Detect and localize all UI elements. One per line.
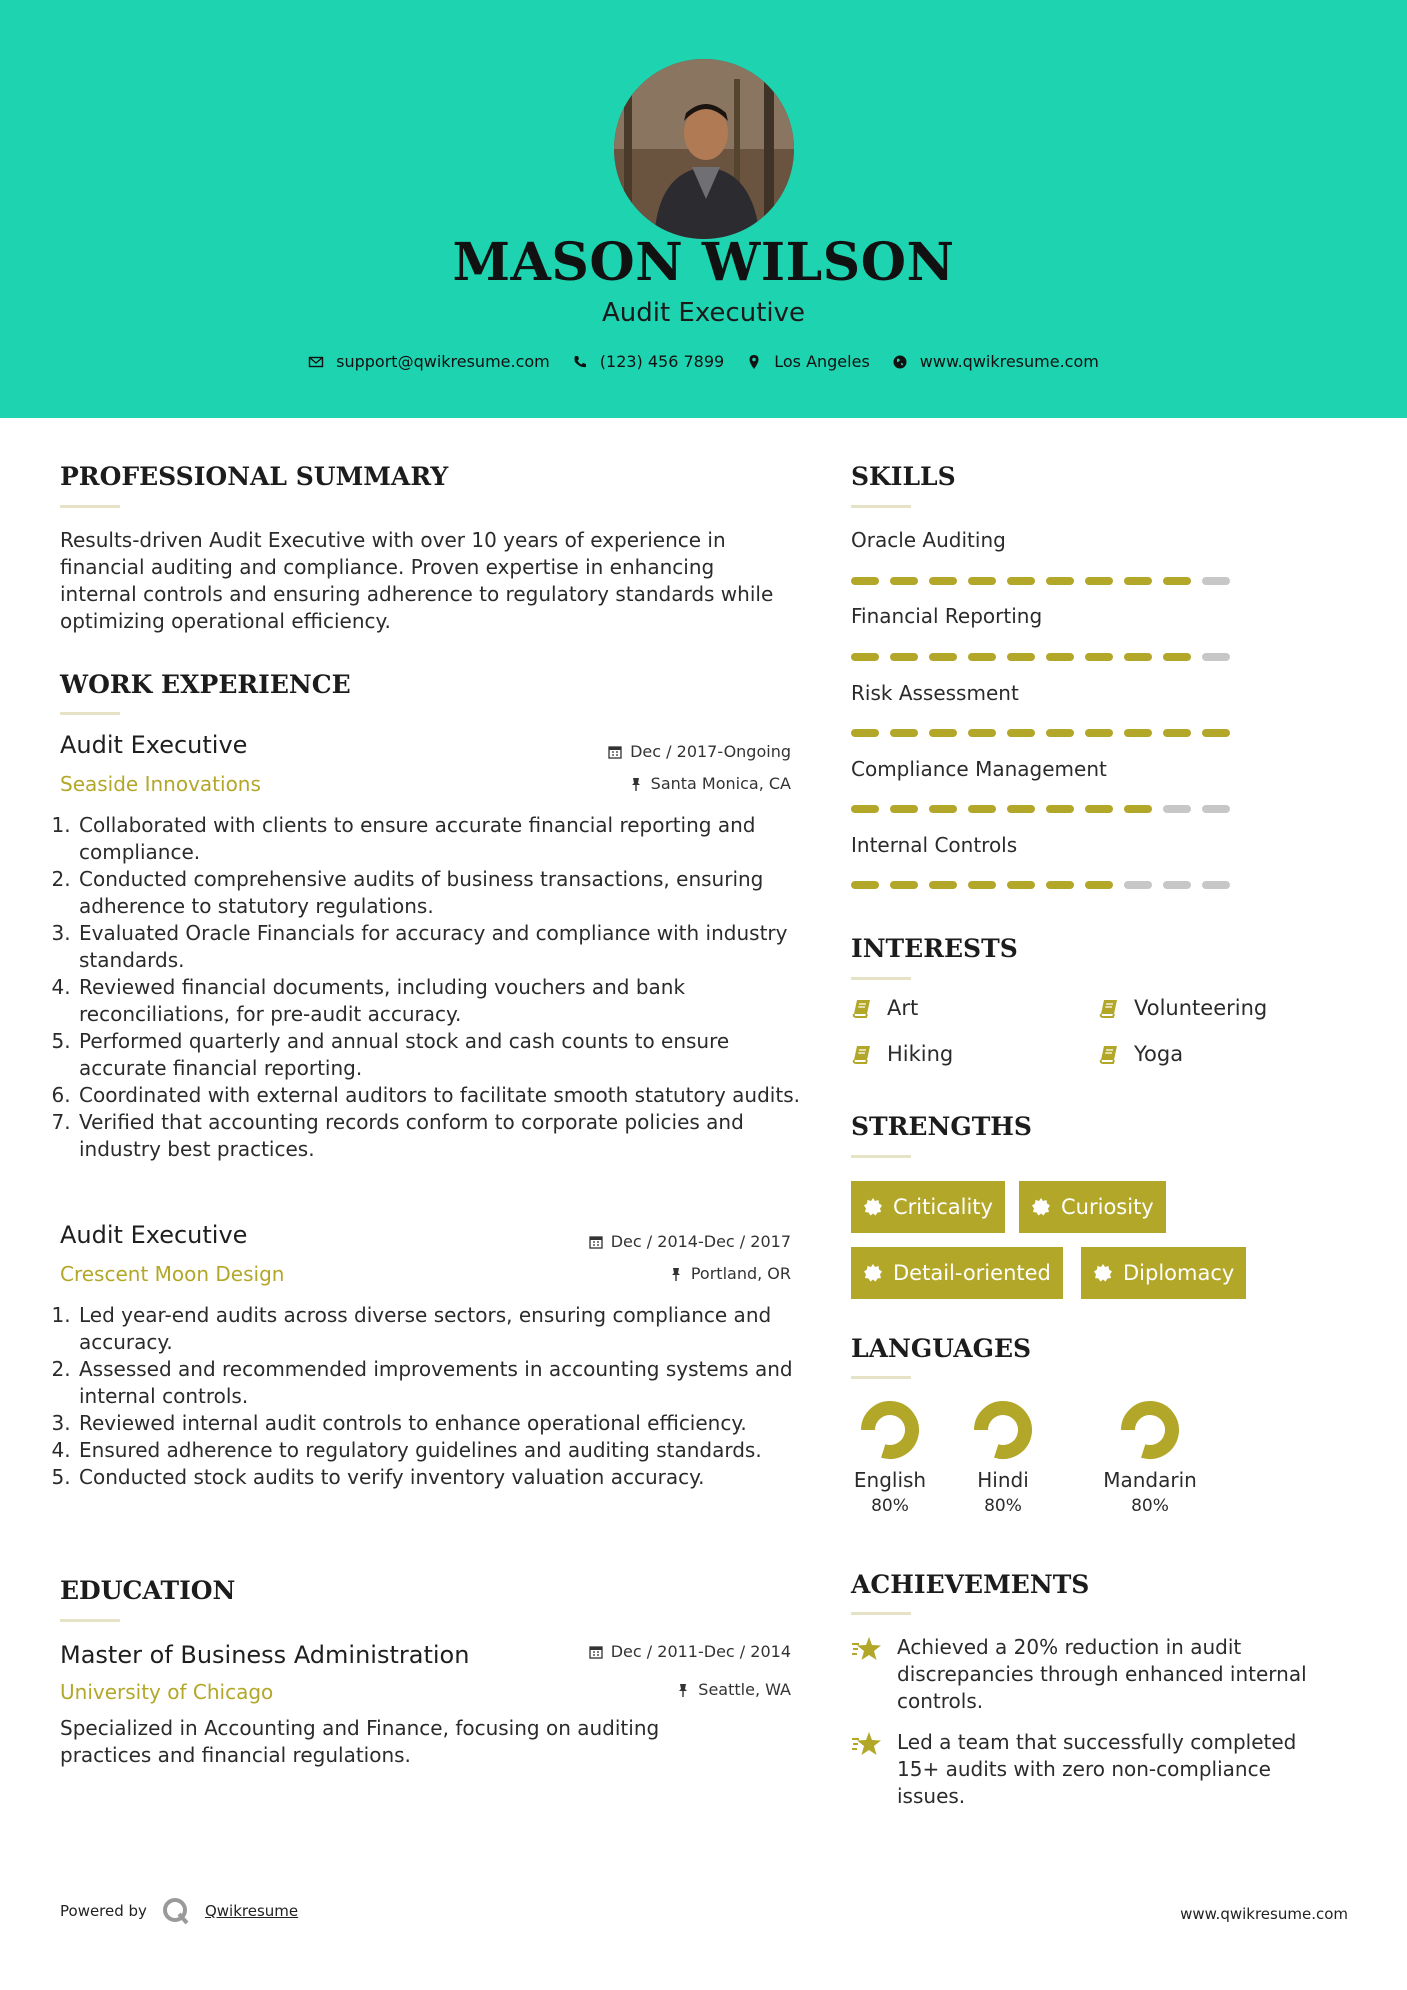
- achievements-heading: ACHIEVEMENTS: [851, 1570, 1090, 1599]
- education-location: [676, 1680, 791, 1699]
- contact-bar: [0, 352, 1407, 371]
- skill-dash-filled: [968, 805, 996, 813]
- contact-website-text: www.qwikresume.com: [919, 352, 1099, 371]
- book-icon: [851, 997, 873, 1019]
- list-item: 4. Reviewed financial documents, including vouchers and bank reconciliations, for pre-audit accuracy.: [77, 974, 812, 1028]
- job-location-text: Portland, OR: [690, 1264, 791, 1283]
- skill-dash-filled: [851, 729, 879, 737]
- skill-dash-filled: [1124, 805, 1152, 813]
- skill-dash-filled: [1007, 577, 1035, 585]
- skill-dash-empty: [1202, 881, 1230, 889]
- summary-heading: PROFESSIONAL SUMMARY: [60, 462, 449, 491]
- book-icon: [851, 1043, 873, 1065]
- job-company: Crescent Moon Design: [60, 1262, 285, 1286]
- star-icon: [851, 1729, 883, 1759]
- interests-heading: INTERESTS: [851, 934, 1018, 963]
- phone-icon: [572, 354, 588, 370]
- skill-dash-filled: [1085, 881, 1113, 889]
- job-location: [669, 1264, 791, 1283]
- skill-dash-filled: [1202, 729, 1230, 737]
- language-name: Hindi: [977, 1468, 1029, 1492]
- skill-dash-filled: [929, 653, 957, 661]
- education-location-text: Seattle, WA: [698, 1680, 791, 1699]
- skill-label: Internal Controls: [851, 833, 1018, 857]
- book-icon: [1098, 997, 1120, 1019]
- skill-dash-filled: [890, 805, 918, 813]
- contact-email-text: support@qwikresume.com: [336, 352, 550, 371]
- section-divider: [851, 505, 911, 508]
- list-item: 1. Collaborated with clients to ensure accurate financial reporting and compliance.: [77, 812, 812, 866]
- contact-website[interactable]: [892, 352, 1099, 371]
- section-divider: [851, 1612, 911, 1615]
- skill-dash-filled: [851, 881, 879, 889]
- job-date-text: Dec / 2014-Dec / 2017: [610, 1232, 791, 1251]
- job-date: [589, 1232, 791, 1251]
- list-item: 2. Conducted comprehensive audits of business transactions, ensuring adherence to statutory regulations.: [77, 866, 812, 920]
- footer-branding: [60, 1896, 298, 1926]
- job-title: Audit Executive: [60, 731, 248, 759]
- skill-dash-filled: [929, 805, 957, 813]
- strength-label: Curiosity: [1061, 1195, 1154, 1219]
- skill-dash-empty: [1124, 881, 1152, 889]
- skill-dash-filled: [1163, 729, 1191, 737]
- job-bullets: [57, 1302, 812, 1491]
- achievement-item: [851, 1634, 1341, 1715]
- calendar-icon: [589, 1235, 603, 1249]
- list-item: 5. Conducted stock audits to verify inventory valuation accuracy.: [77, 1464, 812, 1491]
- contact-location-text: Los Angeles: [774, 352, 870, 371]
- skill-dash-empty: [1202, 805, 1230, 813]
- job-bullets: [57, 812, 812, 1163]
- education-description: Specialized in Accounting and Finance, focusing on auditing practices and financial regulations.: [60, 1716, 660, 1767]
- language-percent: 80%: [871, 1496, 909, 1516]
- skill-dash-filled: [929, 729, 957, 737]
- skill-dash-filled: [1007, 881, 1035, 889]
- interest-item: [1098, 1042, 1183, 1066]
- section-divider: [60, 1619, 120, 1622]
- school-name: University of Chicago: [60, 1680, 274, 1704]
- education-date-text: Dec / 2011-Dec / 2014: [610, 1642, 791, 1661]
- contact-location: [746, 352, 870, 371]
- skill-dash-empty: [1163, 805, 1191, 813]
- strength-tag: [1081, 1247, 1246, 1299]
- section-divider: [60, 712, 120, 715]
- skill-dash-filled: [968, 729, 996, 737]
- strengths-heading: STRENGTHS: [851, 1112, 1032, 1141]
- badge-icon: [863, 1263, 883, 1283]
- map-marker-icon: [746, 354, 762, 370]
- language-gauge: [973, 1400, 1033, 1460]
- interest-item: [851, 1042, 953, 1066]
- list-item: 6. Coordinated with external auditors to facilitate smooth statutory audits.: [77, 1082, 812, 1109]
- job-location: [629, 774, 791, 793]
- badge-icon: [1031, 1197, 1051, 1217]
- language-percent: 80%: [1131, 1496, 1169, 1516]
- strength-tag: [851, 1247, 1063, 1299]
- language-name: English: [853, 1468, 927, 1492]
- language-percent: 80%: [984, 1496, 1022, 1516]
- skills-heading: SKILLS: [851, 462, 956, 491]
- contact-phone-text: (123) 456 7899: [599, 352, 725, 371]
- skill-dash-filled: [890, 881, 918, 889]
- skill-dash-filled: [968, 577, 996, 585]
- skill-dash-filled: [1046, 729, 1074, 737]
- languages-heading: LANGUAGES: [851, 1334, 1032, 1363]
- pushpin-icon: [629, 777, 643, 791]
- list-item: 1. Led year-end audits across diverse sectors, ensuring compliance and accuracy.: [77, 1302, 812, 1356]
- envelope-icon: [308, 354, 324, 370]
- header-banner: [0, 0, 1407, 418]
- pushpin-icon: [669, 1267, 683, 1281]
- skill-dash-filled: [851, 653, 879, 661]
- list-item: 7. Verified that accounting records conform to corporate policies and industry best practices.: [77, 1109, 812, 1163]
- job-title: Audit Executive: [60, 1221, 248, 1249]
- skill-dash-filled: [1046, 653, 1074, 661]
- list-item: 3. Evaluated Oracle Financials for accuracy and compliance with industry standards.: [77, 920, 812, 974]
- list-item: 5. Performed quarterly and annual stock and cash counts to ensure accurate financial reporting.: [77, 1028, 812, 1082]
- job-company: Seaside Innovations: [60, 772, 261, 796]
- skill-dash-filled: [890, 577, 918, 585]
- calendar-icon: [608, 745, 622, 759]
- skill-dash-filled: [1163, 653, 1191, 661]
- skill-dash-filled: [1046, 805, 1074, 813]
- skill-dash-filled: [1124, 577, 1152, 585]
- skill-meter: [851, 805, 1230, 813]
- globe-icon: [892, 354, 908, 370]
- language-item: [1095, 1400, 1205, 1516]
- strength-label: Criticality: [893, 1195, 993, 1219]
- language-name: Mandarin: [1103, 1468, 1197, 1492]
- skill-dash-filled: [1124, 653, 1152, 661]
- section-divider: [851, 977, 911, 980]
- skill-dash-filled: [1124, 729, 1152, 737]
- skill-dash-filled: [968, 653, 996, 661]
- interest-label: Art: [887, 996, 919, 1020]
- section-divider: [851, 1155, 911, 1158]
- brand-link[interactable]: Qwikresume: [204, 1902, 299, 1920]
- candidate-title: Audit Executive: [601, 298, 806, 328]
- strength-label: Detail-oriented: [893, 1261, 1051, 1285]
- contact-email[interactable]: [308, 352, 550, 371]
- qwikresume-logo-icon: [161, 1896, 191, 1926]
- pushpin-icon: [676, 1683, 690, 1697]
- skill-label: Financial Reporting: [851, 604, 1043, 628]
- profile-photo: [614, 59, 794, 239]
- skill-meter: [851, 881, 1230, 889]
- skill-dash-filled: [890, 653, 918, 661]
- strength-tag: [851, 1181, 1005, 1233]
- skill-dash-filled: [1046, 577, 1074, 585]
- skill-dash-empty: [1202, 577, 1230, 585]
- list-item: 4. Ensured adherence to regulatory guidelines and auditing standards.: [77, 1437, 812, 1464]
- language-item: [948, 1400, 1058, 1516]
- language-gauge: [860, 1400, 920, 1460]
- skill-label: Compliance Management: [851, 757, 1107, 781]
- achievement-item: [851, 1729, 1341, 1810]
- interest-item: [851, 996, 918, 1020]
- strength-tag: [1019, 1181, 1166, 1233]
- skill-dash-filled: [1085, 653, 1113, 661]
- skill-dash-filled: [929, 881, 957, 889]
- skill-dash-filled: [1007, 805, 1035, 813]
- calendar-icon: [589, 1645, 603, 1659]
- skill-label: Risk Assessment: [851, 681, 1019, 705]
- language-item: [835, 1400, 945, 1516]
- powered-by-label: Powered by: [60, 1902, 147, 1920]
- contact-phone[interactable]: [572, 352, 724, 371]
- skill-dash-filled: [968, 881, 996, 889]
- footer-url[interactable]: www.qwikresume.com: [1180, 1905, 1348, 1923]
- list-item: 2. Assessed and recommended improvements in accounting systems and internal controls.: [77, 1356, 812, 1410]
- skill-meter: [851, 577, 1230, 585]
- candidate-name: MASON WILSON: [452, 232, 955, 293]
- skill-dash-filled: [1007, 729, 1035, 737]
- interest-label: Volunteering: [1134, 996, 1268, 1020]
- skill-label: Oracle Auditing: [851, 528, 1006, 552]
- education-date: [589, 1642, 791, 1661]
- interest-label: Yoga: [1134, 1042, 1184, 1066]
- job-date: [608, 742, 791, 761]
- interest-item: [1098, 996, 1267, 1020]
- skill-dash-filled: [890, 729, 918, 737]
- skill-dash-empty: [1163, 881, 1191, 889]
- experience-heading: WORK EXPERIENCE: [60, 670, 351, 699]
- skill-dash-filled: [1085, 805, 1113, 813]
- strength-label: Diplomacy: [1123, 1261, 1235, 1285]
- education-heading: EDUCATION: [60, 1576, 236, 1605]
- skill-dash-filled: [1085, 577, 1113, 585]
- list-item: 3. Reviewed internal audit controls to enhance operational efficiency.: [77, 1410, 812, 1437]
- skill-dash-filled: [1085, 729, 1113, 737]
- skill-dash-filled: [1163, 577, 1191, 585]
- skill-meter: [851, 729, 1230, 737]
- language-gauge: [1120, 1400, 1180, 1460]
- star-icon: [851, 1634, 883, 1664]
- achievement-text: Led a team that successfully completed 15+ audits with zero non-compliance issues.: [897, 1730, 1297, 1808]
- skill-dash-filled: [851, 577, 879, 585]
- job-date-text: Dec / 2017-Ongoing: [630, 742, 791, 761]
- degree-title: Master of Business Administration: [60, 1641, 470, 1669]
- section-divider: [60, 505, 120, 508]
- skill-dash-empty: [1202, 653, 1230, 661]
- skill-meter: [851, 653, 1230, 661]
- skill-dash-filled: [1007, 653, 1035, 661]
- section-divider: [851, 1376, 911, 1379]
- interest-label: Hiking: [887, 1042, 954, 1066]
- summary-text: Results-driven Audit Executive with over 10 years of experience in financial auditing and compliance. Proven expertise in enhancing internal controls and ensuring adherence to regulatory standards while optimizing operational efficiency.: [60, 528, 774, 633]
- achievement-text: Achieved a 20% reduction in audit discrepancies through enhanced internal controls.: [897, 1635, 1307, 1713]
- job-location-text: Santa Monica, CA: [650, 774, 791, 793]
- badge-icon: [1093, 1263, 1113, 1283]
- skill-dash-filled: [1046, 881, 1074, 889]
- badge-icon: [863, 1197, 883, 1217]
- skill-dash-filled: [929, 577, 957, 585]
- book-icon: [1098, 1043, 1120, 1065]
- skill-dash-filled: [851, 805, 879, 813]
